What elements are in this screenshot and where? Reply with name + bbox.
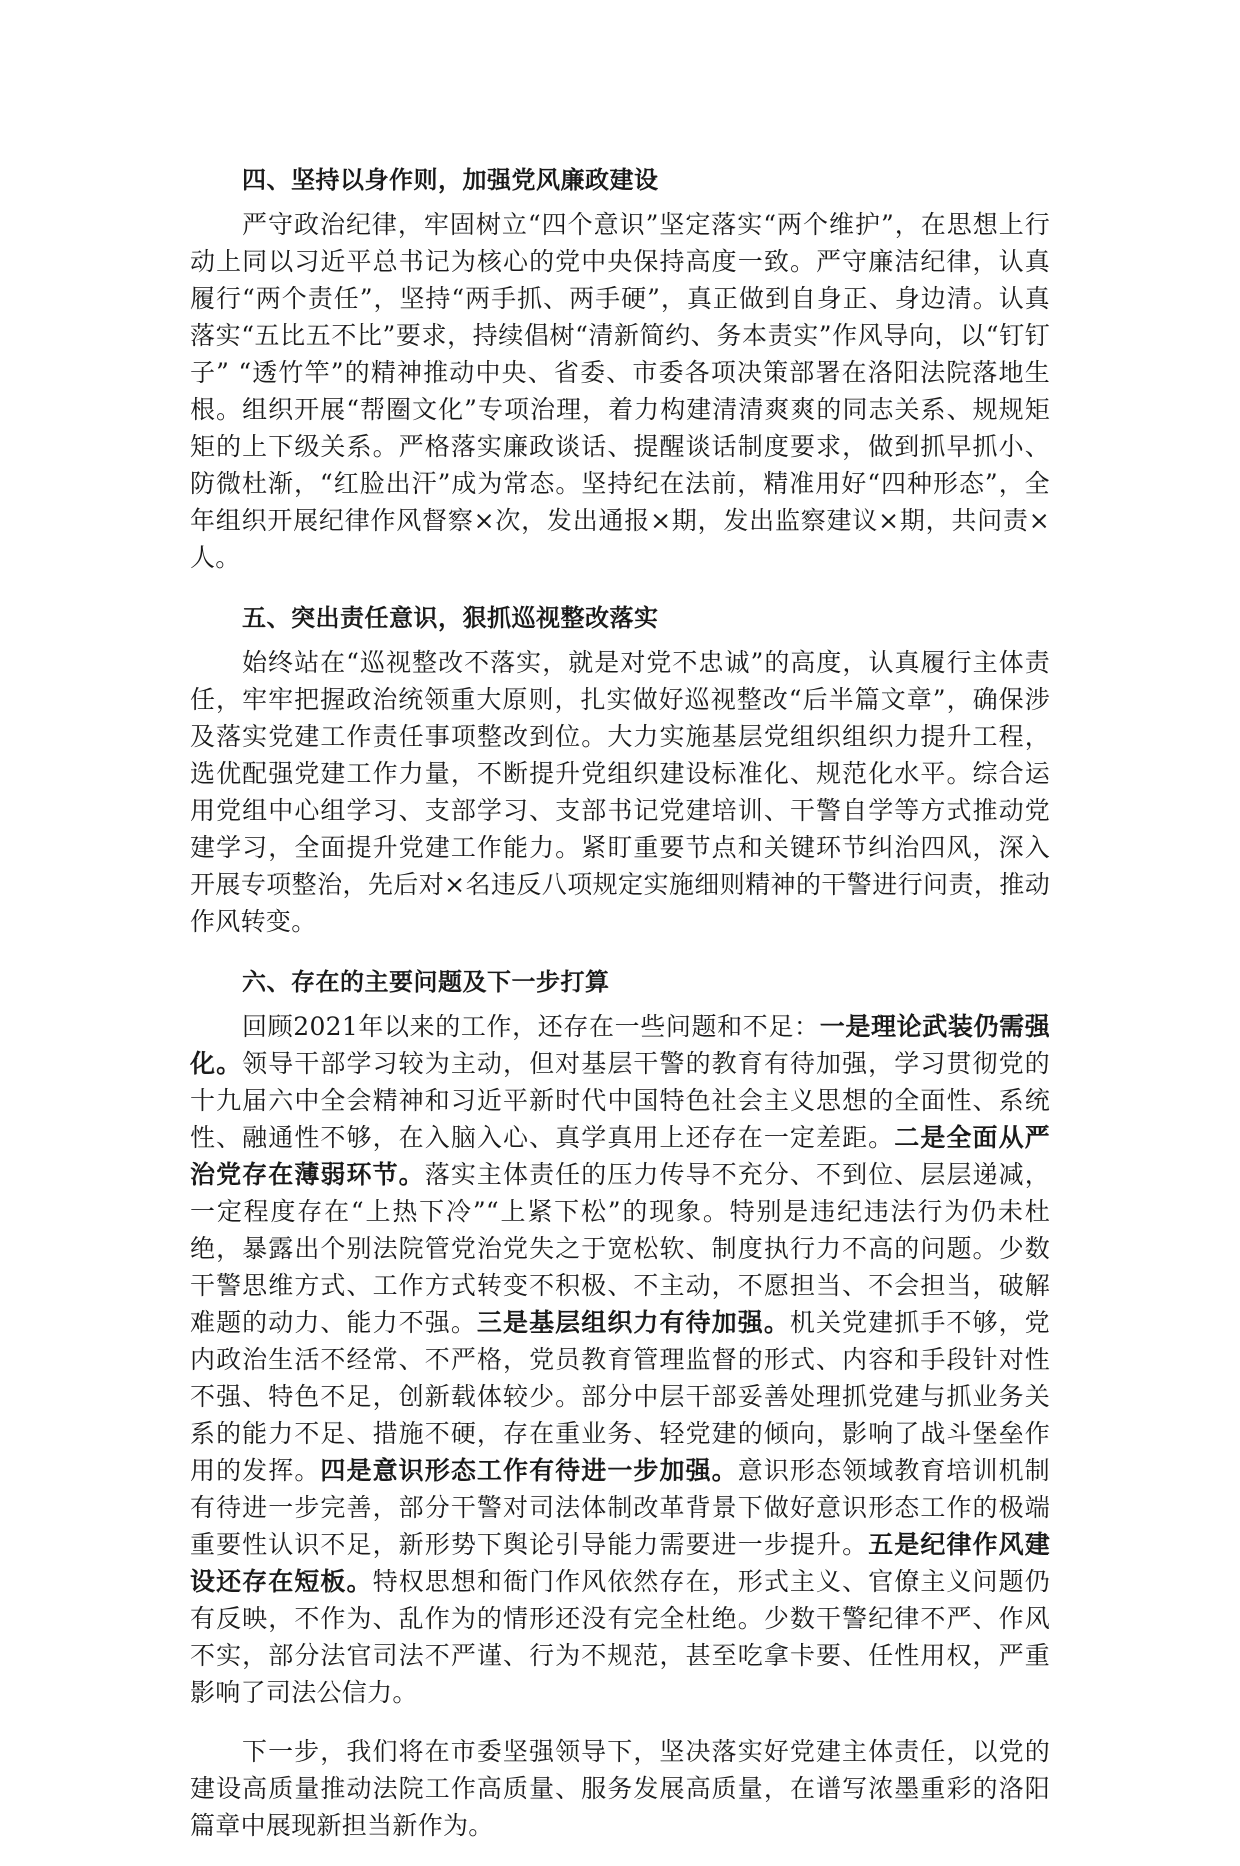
paragraph-run: 下一步，我们将在市委坚强领导下，坚决落实好党建主体责任，以党的建设高质量推动法院工作高质量、服务发展高质量，在谱写浓墨重彩的洛阳篇章中展现新担当新作为。	[190, 1737, 1050, 1840]
section-heading: 五、突出责任意识，狠抓巡视整改落实	[242, 603, 659, 632]
paragraph-run: 特权思想和衙门作风依然存在，形式主义、官僚主义问题仍有反映，不作为、乱作为的情形还没有完全杜绝。少数干警纪律不严、作风不实，部分法官司法不严谨、行为不规范，甚至吃拿卡要、任性用权，严重影响了司法公信力。	[190, 1567, 1050, 1707]
paragraph-run: 严守政治纪律，牢固树立“四个意识”坚定落实“两个维护”，在思想上行动上同以习近平总书记为核心的党中央保持高度一致。严守廉洁纪律，认真履行“两个责任”，坚持“两手抓、两手硬”，真正做到自身正、身边清。认真落实“五比五不比”要求，持续倡树“清新简约、务本责实”作风导向，以“钉钉子” “透竹竿”的精神推动中央、省委、市委各项决策部署在洛阳法院落地生根。组织开展“帮圈文化”专项治理，着力构建清清爽爽的同志关系、规规矩矩的上下级关系。严格落实廉政谈话、提醒谈话制度要求，做到抓早抓小、防微杜渐，“红脸出汗”成为常态。坚持纪在法前，精准用好“四种形态”，全年组织开展纪律作风督察×次，发出通报×期，发出监察建议×期，共问责×人。	[190, 210, 1050, 572]
paragraph	[190, 1733, 1050, 1844]
paragraph-run: 落实主体责任的压力传导不充分、不到位、层层递减，一定程度存在“上热下冷”“上紧下松”的现象。特别是违纪违法行为仍未杜绝，暴露出个别法院管党治党失之于宽松软、制度执行力不高的问题。少数干警思维方式、工作方式转变不积极、不主动，不愿担当、不会担当，破解难题的动力、能力不强。	[190, 1160, 1051, 1337]
section-heading: 六、存在的主要问题及下一步打算	[242, 967, 610, 996]
paragraph	[190, 644, 1050, 940]
document-page	[190, 160, 1050, 1866]
emphasis-run: 三是基层组织力有待加强。	[476, 1308, 790, 1337]
section-6	[190, 962, 1050, 1844]
paragraph-run: 领导干部学习较为主动，但对基层干警的教育有待加强，学习贯彻党的十九届六中全会精神和习近平新时代中国特色社会主义思想的全面性、系统性、融通性不够，在入脑入心、真学真用上还存在一定差距。	[190, 1049, 1050, 1152]
paragraph-run: 意识形态领域教育培训机制有待进一步完善，部分干警对司法体制改革背景下做好意识形态工作的极端重要性认识不足，新形势下舆论引导能力需要进一步提升。	[190, 1456, 1050, 1559]
paragraph	[190, 1008, 1050, 1711]
emphasis-run: 二是全面从严治党存在薄弱环节。	[190, 1123, 1050, 1189]
paragraph-run: 始终站在“巡视整改不落实，就是对党不忠诚”的高度，认真履行主体责任，牢牢把握政治统领重大原则，扎实做好巡视整改“后半篇文章”，确保涉及落实党建工作责任事项整改到位。大力实施基层党组织组织力提升工程，选优配强党建工作力量，不断提升党组织建设标准化、规范化水平。综合运用党组中心组学习、支部学习、支部书记党建培训、干警自学等方式推动党建学习，全面提升党建工作能力。紧盯重要节点和关键环节纠治四风，深入开展专项整治，先后对×名违反八项规定实施细则精神的干警进行问责，推动作风转变。	[190, 648, 1050, 936]
section-heading: 四、坚持以身作则，加强党风廉政建设	[242, 165, 659, 194]
section-5	[190, 598, 1050, 940]
emphasis-run: 四是意识形态工作有待进一步加强。	[320, 1456, 738, 1485]
paragraph-run: 机关党建抓手不够，党内政治生活不经常、不严格，党员教育管理监督的形式、内容和手段针对性不强、特色不足，创新载体较少。部分中层干部妥善处理抓党建与抓业务关系的能力不足、措施不硬，存在重业务、轻党建的倾向，影响了战斗堡垒作用的发挥。	[190, 1308, 1050, 1485]
emphasis-run: 五是纪律作风建设还存在短板。	[190, 1530, 1050, 1596]
paragraph-run: 回顾2021年以来的工作，还存在一些问题和不足：	[242, 1012, 820, 1041]
paragraph	[190, 206, 1050, 576]
section-4	[190, 160, 1050, 576]
emphasis-run: 一是理论武装仍需强化。	[190, 1012, 1051, 1078]
